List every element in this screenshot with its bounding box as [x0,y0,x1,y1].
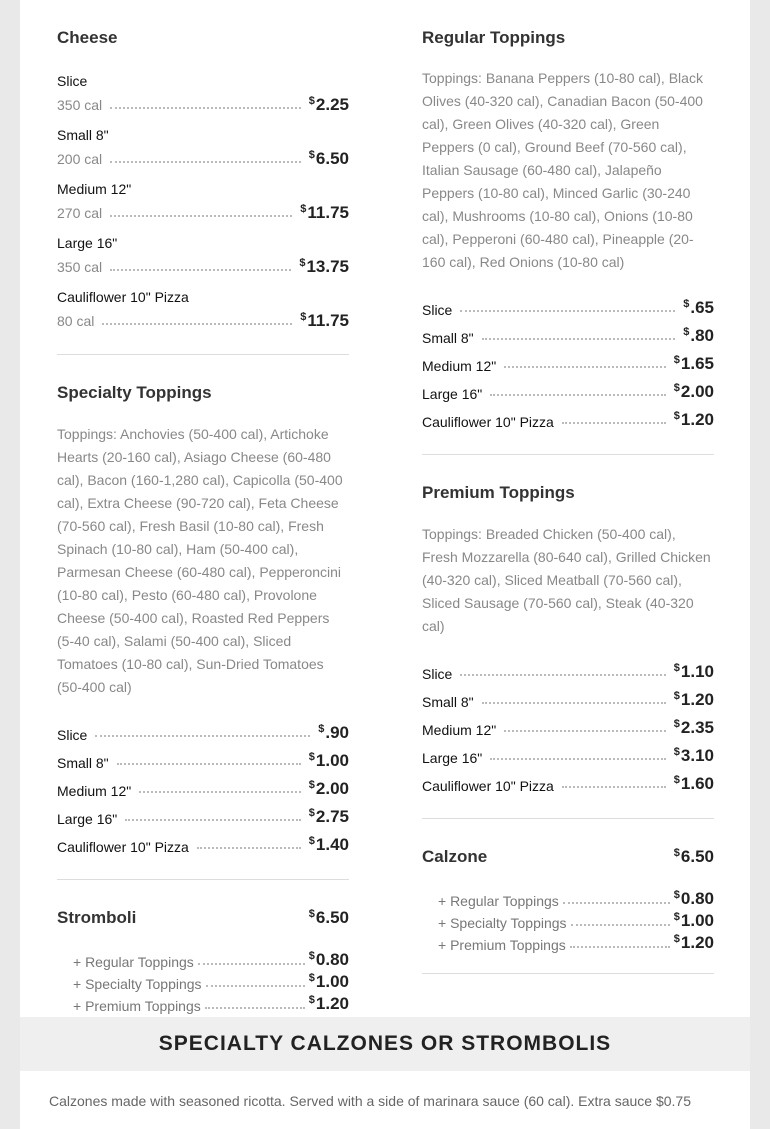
item-calories: 350 cal [57,259,103,275]
premium-toppings-section [422,455,714,819]
price-row: Slice $.65 [422,298,714,318]
regular-toppings-section [422,0,714,455]
price-row: Slice $1.10 [422,662,714,682]
menu-item [57,288,349,332]
addon-row: + Premium Toppings $1.20 [438,933,714,953]
addon-row: + Premium Toppings $1.20 [73,994,349,1014]
section-title: Stromboli [57,908,137,927]
calzone-section [422,819,714,974]
section-title: Cheese [57,28,118,47]
section-title: Specialty Toppings [57,383,212,402]
menu-item [57,126,349,170]
addon-row: + Regular Toppings $0.80 [438,889,714,909]
price-row: Medium 12" $1.65 [422,354,714,374]
item-calories: 270 cal [57,205,103,221]
item-calories: 80 cal [57,313,95,329]
right-column [422,0,714,974]
addon-row: + Specialty Toppings $1.00 [73,972,349,992]
stromboli-section [57,880,349,1035]
price-row: Medium 12" $2.00 [57,779,349,799]
price-row: Small 8" $1.20 [422,690,714,710]
section-title: Regular Toppings [422,28,566,47]
item-name: Medium 12" [57,181,132,197]
price-row: Cauliflower 10" Pizza $1.40 [57,835,349,855]
item-price: $13.75 [299,257,349,276]
price-row: Large 16" $3.10 [422,746,714,766]
price-row: Slice $.90 [57,723,349,743]
menu-item [57,180,349,224]
price-row: Cauliflower 10" Pizza $1.20 [422,410,714,430]
price-row: Small 8" $.80 [422,326,714,346]
specialty-toppings-section [57,355,349,880]
item-price: $2.25 [308,95,349,114]
toppings-description: Toppings: Banana Peppers (10-80 cal), Black Olives (40-320 cal), Canadian Bacon (50-400 cal), Green Olives (40-320 cal), Green Peppers (0 cal), Ground Beef (70-560 cal), Italian Sausage (60-480 cal), Jalapeño Peppers (10-80 cal), Minced Garlic (30-240 cal), Mushrooms (10-80 cal), Onions (10-80 cal), Pepperoni (60-480 cal), Pineapple (20-160 cal), Red Onions (10-80 cal) [422,70,703,270]
addon-row: + Specialty Toppings $1.00 [438,911,714,931]
item-price: $11.75 [300,311,349,330]
section-title: Premium Toppings [422,483,575,502]
item-calories: 200 cal [57,151,103,167]
price-row: Medium 12" $2.35 [422,718,714,738]
divider [422,973,714,974]
section-title: Calzone [422,847,488,866]
calzone-note: Calzones made with seasoned ricotta. Served with a side of marinara sauce (60 cal). Extra sauce $0.75 [49,1093,691,1109]
left-column [57,0,349,1035]
price-row: Cauliflower 10" Pizza $1.60 [422,774,714,794]
toppings-description: Toppings: Breaded Chicken (50-400 cal), Fresh Mozzarella (80-640 cal), Grilled Chicken (40-320 cal), Sliced Meatball (70-560 cal), Sliced Sausage (70-560 cal), Steak (40-320 cal) [422,526,711,634]
item-name: Large 16" [57,235,118,251]
item-name: Small 8" [57,127,109,143]
price-row: Large 16" $2.75 [57,807,349,827]
price-row: Large 16" $2.00 [422,382,714,402]
addon-row: + Regular Toppings $0.80 [73,950,349,970]
section-price: $6.50 [308,908,349,927]
menu-item [57,72,349,116]
item-name: Slice [57,73,88,89]
item-price: $6.50 [308,149,349,168]
item-price: $11.75 [300,203,349,222]
toppings-description: Toppings: Anchovies (50-400 cal), Artichoke Hearts (20-160 cal), Asiago Cheese (60-480 cal), Bacon (160-1,280 cal), Capicolla (50-400 cal), Extra Cheese (90-720 cal), Feta Cheese (70-560 cal), Fresh Basil (10-80 cal), Fresh Spinach (10-80 cal), Ham (50-400 cal), Parmesan Cheese (60-480 cal), Pepperoncini (10-80 cal), Pesto (60-480 cal), Provolone Cheese (50-400 cal), Roasted Red Peppers (5-40 cal), Salami (50-400 cal), Sliced Tomatoes (10-80 cal), Sun-Dried Tomatoes (50-400 cal) [57,426,343,695]
cheese-section [57,0,349,355]
item-calories: 350 cal [57,97,103,113]
item-name: Cauliflower 10" Pizza [57,289,189,305]
section-banner: SPECIALTY CALZONES OR STROMBOLIS [20,1017,750,1071]
menu-page [20,0,750,1129]
section-price: $6.50 [673,847,714,866]
menu-item [57,234,349,278]
price-row: Small 8" $1.00 [57,751,349,771]
